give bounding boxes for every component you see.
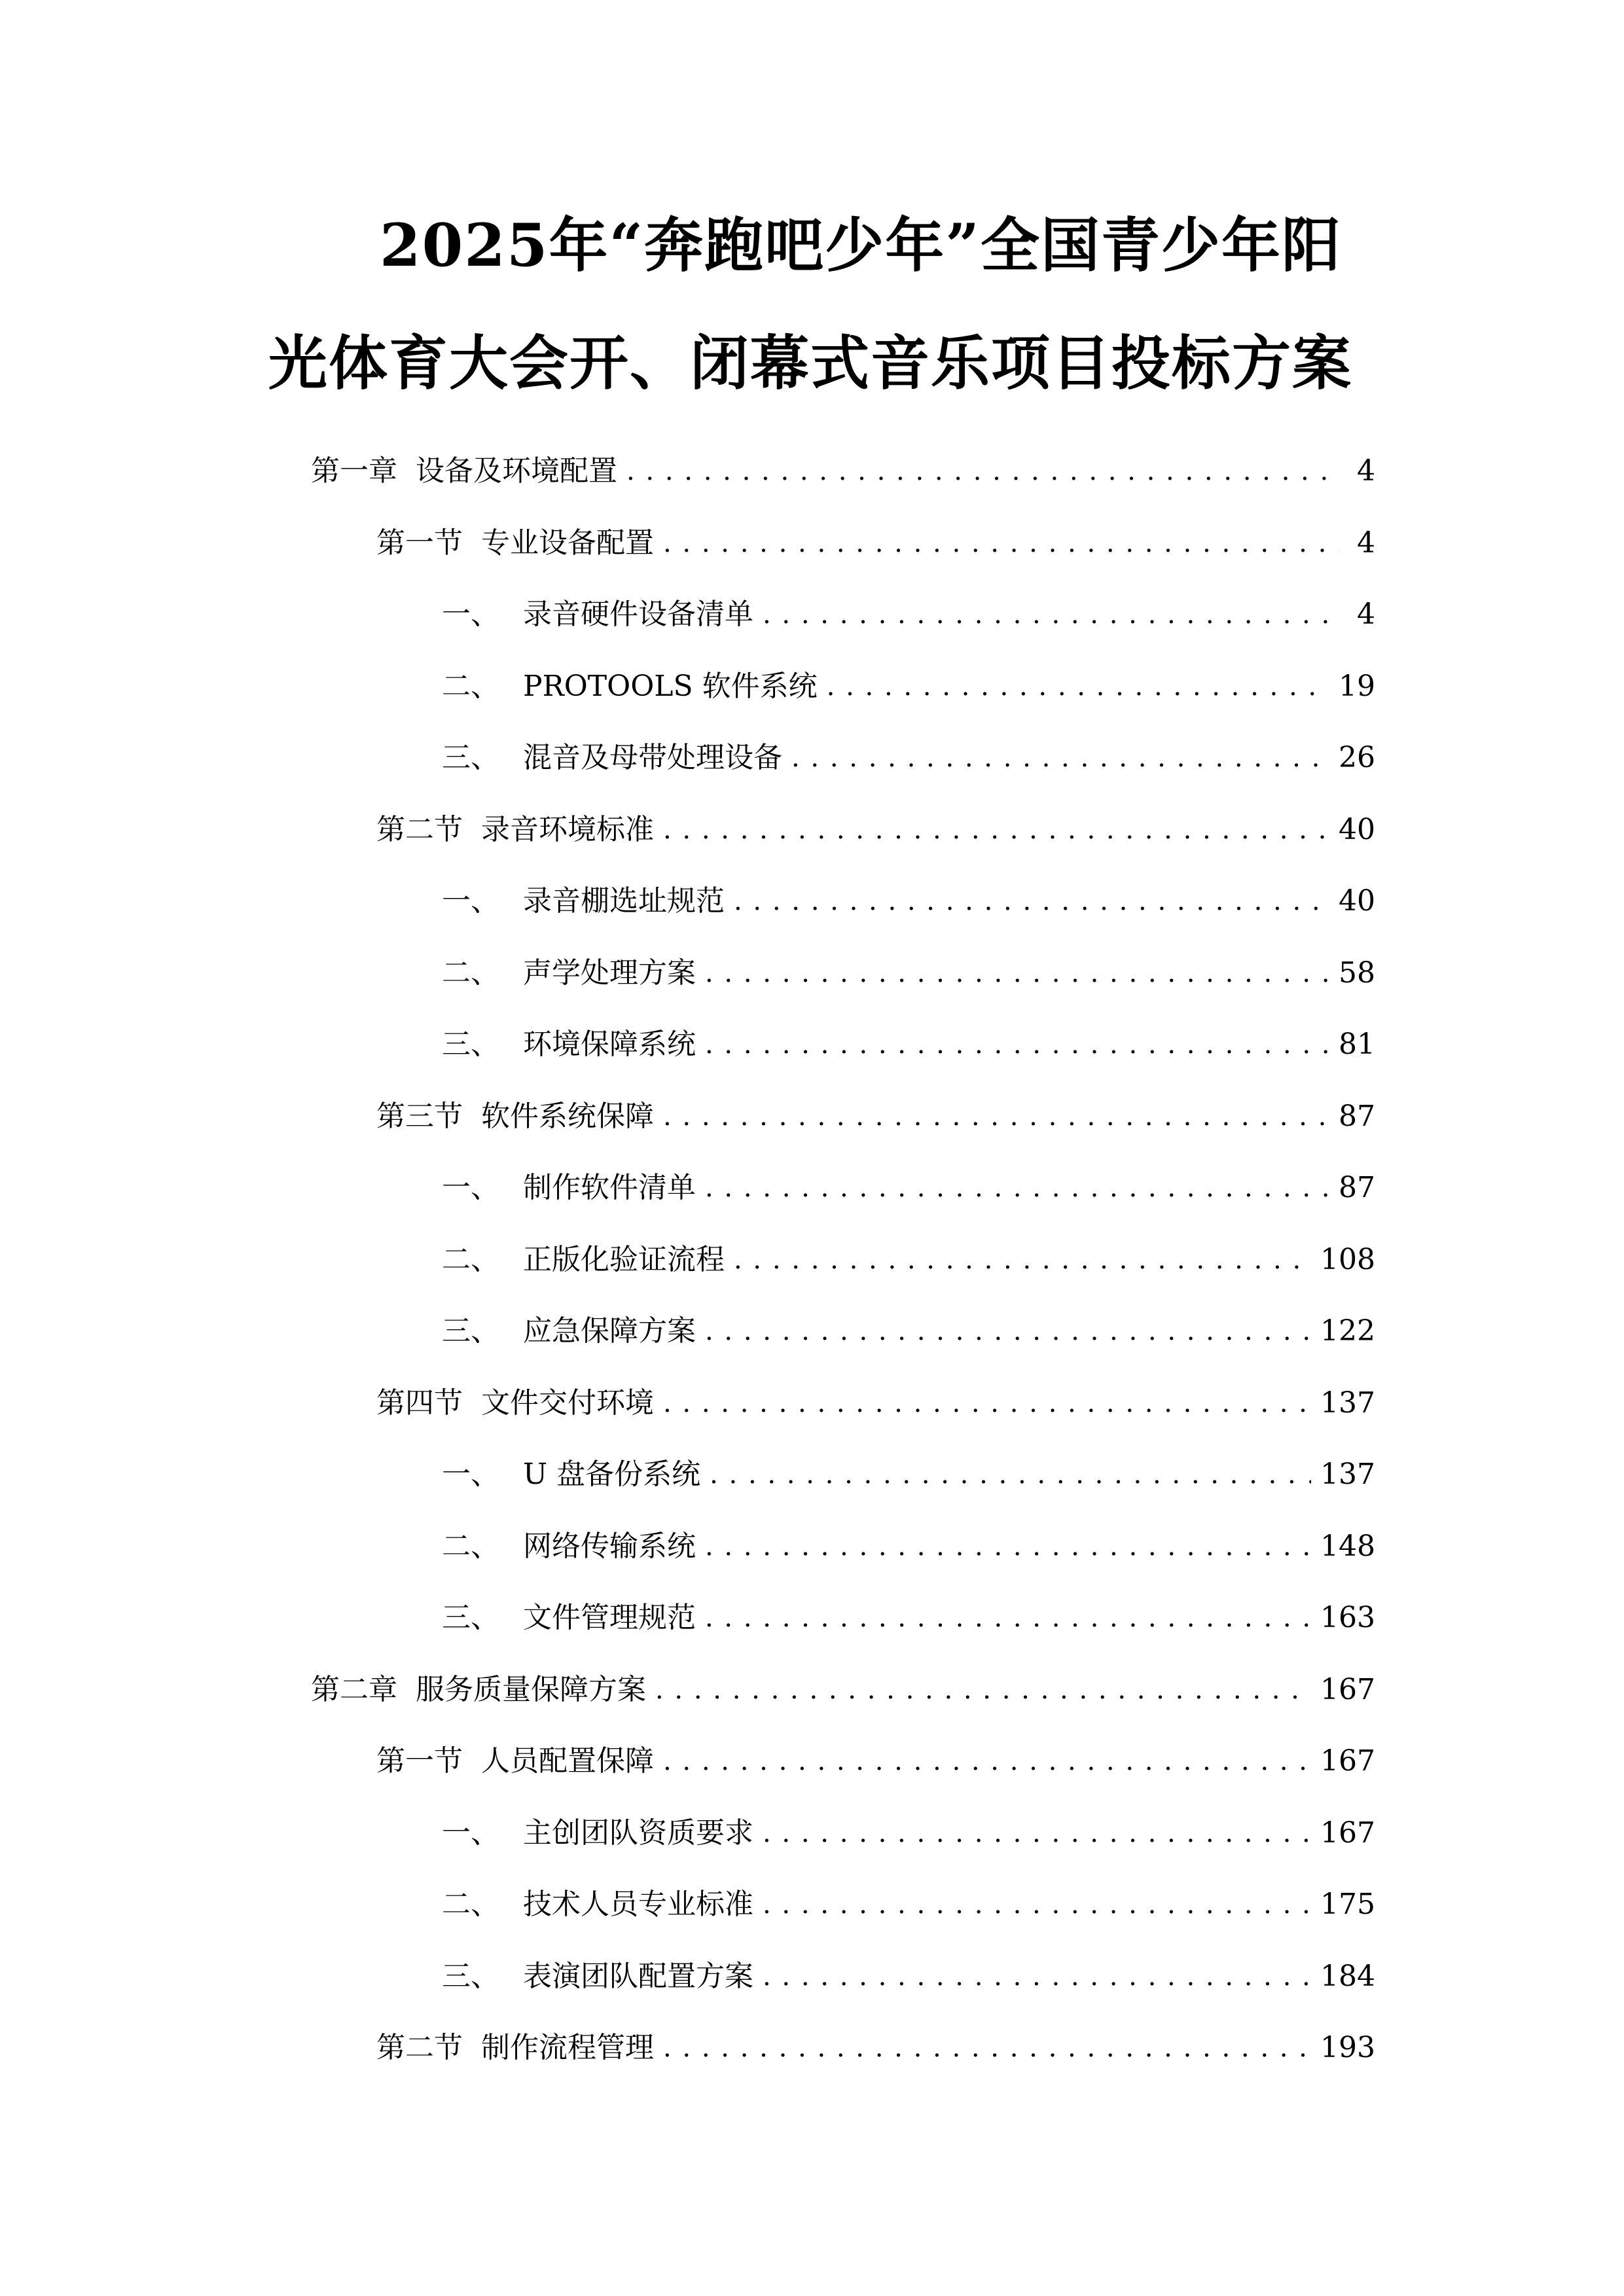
toc-entry-label [442,1598,696,1638]
toc-entry-number: 二、 [442,1888,499,1921]
toc-entry[interactable] [442,1814,1375,1853]
toc-entry-number: 三、 [442,1601,499,1634]
toc-entry[interactable] [442,1455,1375,1494]
toc-dot-leader [655,1670,1311,1710]
toc-entry-number: 三、 [442,1314,499,1348]
toc-entry-number: 一、 [442,1458,499,1491]
toc-entry-title: 制作流程管理 [481,2031,654,2064]
toc-entry-number: 第一节 [376,526,463,560]
toc-entry-title: 主创团队资质要求 [523,1816,753,1850]
toc-entry-number: 三、 [442,1959,499,1993]
toc-page-number: 19 [1339,669,1375,703]
toc-page-number: 175 [1320,1888,1375,1921]
toc-entry-title: 正版化验证流程 [523,1242,725,1276]
toc-entry-label [442,738,782,778]
toc-entry-title: 人员配置保障 [481,1744,654,1778]
toc-entry-label [442,1240,725,1280]
toc-entry-title: 文件交付环境 [481,1386,654,1420]
toc-entry[interactable] [442,595,1375,634]
toc-dot-leader [705,1527,1311,1566]
toc-entry-number: 一、 [442,598,499,631]
toc-page-number: 40 [1339,812,1375,846]
toc-entry[interactable] [442,882,1375,921]
toc-dot-leader [626,452,1340,491]
toc-entry-number: 第二节 [376,812,463,846]
toc-entry-number: 第四节 [376,1386,463,1420]
toc-entry-number: 二、 [442,669,499,703]
toc-entry-label [376,2028,654,2068]
toc-dot-leader [710,1455,1311,1494]
toc-entry-number: 第二节 [376,2031,463,2064]
toc-dot-leader [791,738,1329,778]
toc-entry-title: 录音棚选址规范 [523,884,725,918]
toc-dot-leader [663,2028,1311,2068]
toc-entry-title: 录音环境标准 [481,812,654,846]
toc-page-number: 87 [1339,1171,1375,1204]
toc-entry[interactable] [442,1527,1375,1566]
toc-entry-title: 环境保障系统 [523,1028,696,1061]
toc-entry[interactable] [442,1312,1375,1351]
toc-page-number: 167 [1320,1816,1375,1850]
toc-entry[interactable] [442,1885,1375,1924]
toc-entry-label [442,1025,696,1064]
toc-page-number: 108 [1320,1242,1375,1276]
document-title-line-2: 光体育大会开、闭幕式音乐项目投标方案 [268,329,1352,398]
toc-entry[interactable] [376,1097,1375,1136]
toc-entry[interactable] [376,1742,1375,1781]
toc-entry-label [376,1742,654,1781]
toc-entry-number: 第一章 [311,454,397,488]
toc-entry-number: 三、 [442,1028,499,1061]
toc-page-number: 26 [1339,741,1375,774]
toc-entry-label [442,882,725,921]
toc-dot-leader [705,1598,1311,1638]
toc-dot-leader [663,524,1340,563]
toc-page-number: 4 [1357,454,1375,488]
toc-entry-title: PROTOOLS 软件系统 [523,669,818,703]
toc-dot-leader [705,954,1329,993]
toc-entry-label [442,1312,696,1351]
toc-entry[interactable] [442,1598,1375,1638]
toc-dot-leader [734,882,1329,921]
toc-entry-label [376,1097,654,1136]
toc-entry-title: 服务质量保障方案 [416,1672,646,1706]
toc-entry-number: 一、 [442,1171,499,1204]
toc-entry-title: 设备及环境配置 [416,454,617,488]
toc-page-number: 87 [1339,1099,1375,1133]
toc-dot-leader [763,1885,1311,1924]
toc-entry-label [442,954,696,993]
toc-entry-label [442,1455,700,1494]
toc-page-number: 193 [1320,2031,1375,2064]
toc-entry-title: 应急保障方案 [523,1314,696,1348]
toc-entry-title: 声学处理方案 [523,956,696,990]
toc-entry[interactable] [311,452,1375,491]
toc-entry-label [442,595,753,634]
toc-page-number: 4 [1357,598,1375,631]
toc-entry[interactable] [442,1025,1375,1064]
document-title-line-1: 2025年“奔跑吧少年”全国青少年阳 [380,211,1343,280]
toc-entry-title: 制作软件清单 [523,1171,696,1204]
toc-entry-title: 表演团队配置方案 [523,1959,753,1993]
toc-dot-leader [705,1312,1311,1351]
toc-entry[interactable] [376,1384,1375,1423]
toc-entry[interactable] [442,1168,1375,1208]
toc-entry-label [442,1168,696,1208]
toc-page-number: 137 [1320,1386,1375,1420]
toc-entry-label [442,1527,696,1566]
toc-page-number: 148 [1320,1529,1375,1563]
toc-entry-label [376,524,654,563]
toc-entry-number: 第二章 [311,1672,397,1706]
toc-entry-label [376,810,654,850]
toc-entry[interactable] [311,1670,1375,1710]
toc-page-number: 4 [1357,526,1375,560]
toc-entry-title: 文件管理规范 [523,1601,696,1634]
toc-entry-title: 网络传输系统 [523,1529,696,1563]
toc-dot-leader [705,1168,1329,1208]
toc-entry[interactable] [376,2028,1375,2068]
toc-dot-leader [827,667,1329,706]
toc-dot-leader [705,1025,1329,1064]
toc-entry-number: 一、 [442,884,499,918]
toc-entry-label [442,667,818,706]
toc-entry-number: 二、 [442,956,499,990]
toc-entry-label [442,1814,753,1853]
toc-entry[interactable] [376,524,1375,563]
toc-entry[interactable] [376,810,1375,850]
toc-page-number: 167 [1320,1744,1375,1778]
toc-dot-leader [663,1097,1329,1136]
toc-page-number: 184 [1320,1959,1375,1993]
toc-dot-leader [663,1384,1311,1423]
toc-entry-number: 三、 [442,741,499,774]
toc-entry-label [311,1670,646,1710]
toc-page-number: 167 [1320,1672,1375,1706]
toc-entry-title: 混音及母带处理设备 [523,741,782,774]
toc-entry-number: 二、 [442,1529,499,1563]
toc-entry-label [442,1957,753,1996]
toc-page-number: 122 [1320,1314,1375,1348]
toc-entry-number: 第一节 [376,1744,463,1778]
toc-entry[interactable] [442,1957,1375,1996]
toc-entry-label [442,1885,753,1924]
toc-entry-label [311,452,617,491]
toc-dot-leader [763,1814,1311,1853]
toc-dot-leader [763,1957,1311,1996]
toc-entry-title: 专业设备配置 [481,526,654,560]
toc-page-number: 58 [1339,956,1375,990]
toc-entry-number: 一、 [442,1816,499,1850]
toc-dot-leader [663,1742,1311,1781]
toc-dot-leader [663,810,1329,850]
toc-page-number: 163 [1320,1601,1375,1634]
toc-entry-title: 技术人员专业标准 [523,1888,753,1921]
toc-entry-title: U 盘备份系统 [523,1458,701,1491]
toc-entry-label [376,1384,654,1423]
toc-entry[interactable] [442,667,1375,706]
toc-entry-title: 软件系统保障 [481,1099,654,1133]
toc-dot-leader [763,595,1340,634]
toc-entry-number: 第三节 [376,1099,463,1133]
toc-page-number: 40 [1339,884,1375,918]
toc-dot-leader [734,1240,1311,1280]
toc-entry[interactable] [442,1240,1375,1280]
toc-entry-title: 录音硬件设备清单 [523,598,753,631]
toc-page-number: 137 [1320,1458,1375,1491]
toc-page-number: 81 [1339,1028,1375,1061]
toc-entry-number: 二、 [442,1242,499,1276]
toc-entry[interactable] [442,954,1375,993]
toc-entry[interactable] [442,738,1375,778]
